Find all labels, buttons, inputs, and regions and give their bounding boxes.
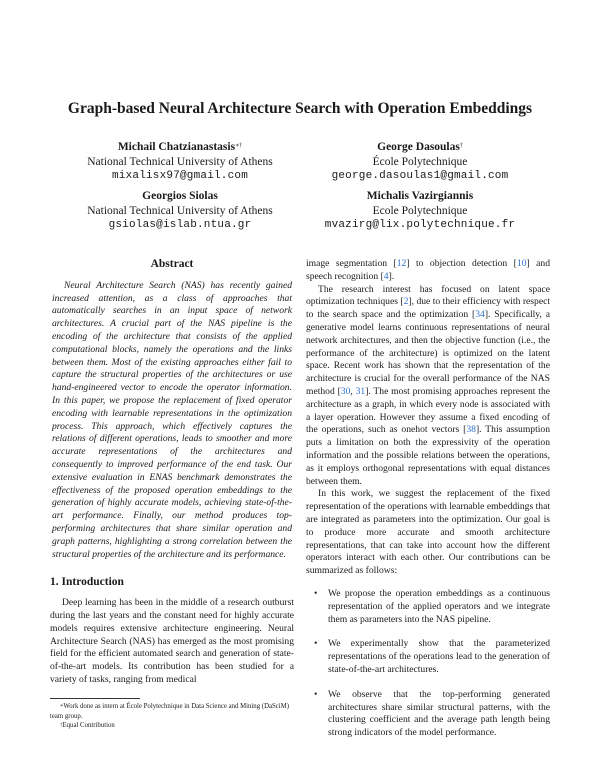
text-run: ] and speech recognition [	[306, 258, 550, 282]
author-block-3	[60, 189, 300, 233]
text-run: ,	[350, 385, 356, 397]
author-block-1	[60, 140, 300, 184]
footnote-divider	[50, 698, 140, 699]
author-affiliation: Ecole Polytechnique	[372, 204, 468, 217]
author-mark: ∗†	[235, 143, 243, 149]
abstract-text: Neural Architecture Search (NAS) has recently gained increased attention, as a class of approaches that automatically searches in an input space of network architectures. A crucial part of the NAS pipeline is the encoding of the architecture that consists of the applied computational blocks, namely the operations and the links between them. Most of the existing approaches either fail to capture the structural properties of the architectures or use hand-engineered vector to encode the operator information. In this paper, we propose the replacement of fixed operator encoding with learnable representations in the optimization process. This approach, which effectively captures the relations of different operations, leads to smoother and more accurate representations of the architectures and consequently to improved performance of the end task. Our extensive evaluation in ENAS benchmark demonstrates the effectiveness of the proposed operation embeddings to the generation of highly accurate models, achieving state-of-the-art performance. Finally, our method produces top-performing architectures that share similar operation and graph patterns, highlighting a strong correlation between the structural properties of the architecture and its performance.	[52, 279, 292, 560]
author-email: mixalisx97@gmail.com	[111, 170, 249, 182]
footnote-text: Equal Contribution	[62, 722, 115, 729]
author-affiliation: National Technical University of Athens	[87, 204, 273, 217]
intro-paragraph-continued	[306, 258, 550, 284]
footnote-2	[50, 721, 294, 731]
citation-link[interactable]: 10	[516, 258, 527, 269]
author-affiliation: National Technical University of Athens	[87, 155, 273, 168]
citation-link[interactable]: 12	[396, 258, 407, 269]
citation-link[interactable]: 2	[403, 296, 409, 308]
author-name: Georgios Siolas	[142, 190, 218, 202]
contribution-list	[306, 588, 550, 740]
left-column	[50, 258, 294, 687]
this-work-paragraph: In this work, we suggest the replacement of the fixed representation of the operations with learnable embeddings that are integrated as parameters into the optimization. Our goal is to produce more accurate and smooth architecture representations, that can take into account how the different operators interact with each other. Our contributions can be summarized as follows:	[306, 488, 550, 577]
footnote-1	[50, 702, 294, 721]
footnotes	[50, 702, 294, 731]
citation-link[interactable]: 4	[383, 270, 389, 282]
text-run: ] to objection detection [	[406, 258, 517, 269]
list-item-text: We observe that the top-performing generated architectures share similar structural patterns, with the clustering coefficient and the average path length being strong indicators of the model performance.	[328, 688, 550, 739]
citation-link[interactable]: 30	[340, 385, 351, 397]
citation-link[interactable]: 34	[475, 309, 485, 321]
list-item	[306, 588, 550, 626]
paper-title: Graph-based Neural Architecture Search with Operation Embeddings	[67, 100, 533, 117]
footnote-text: Work done as intern at École Polytechnique in Data Science and Mining (DaSciM) team group.	[50, 703, 289, 720]
intro-paragraph: Deep learning has been in the middle of a research outburst during the last years and the constant need for highly accurate models requires extensive architecture engineering. Neural Architecture Search (NAS) has emerged as the most promising field for the efficient automated search and generation of state-of-the-art models. Its contribution has been studied for a variety of tasks, ranging from medical	[50, 597, 294, 685]
author-name: Michail Chatzianastasis	[117, 141, 236, 153]
author-name: George Dasoulas	[377, 141, 460, 153]
list-item	[306, 638, 550, 676]
citation-link[interactable]: 31	[355, 385, 366, 397]
bullet-icon: •	[314, 587, 318, 599]
author-block-2	[300, 140, 540, 184]
right-column	[306, 258, 550, 752]
list-item-text: We experimentally show that the parameterized representations of the operations lead to the generation of state-of-the-art architectures.	[328, 638, 550, 675]
author-mark: †	[459, 143, 463, 149]
citation-link[interactable]: 38	[466, 424, 476, 436]
text-run: image segmentation [	[306, 258, 397, 269]
author-block-4	[300, 189, 540, 233]
abstract-heading: Abstract	[150, 258, 194, 270]
text-run: ]. This assumption puts a limitation on both the expressivity of the operation information and the possible relations between the operations, as it employs orthogonal representations with equal distances between them.	[306, 424, 551, 487]
footnote-mark: †	[60, 723, 63, 728]
intro-heading: 1. Introduction	[50, 576, 124, 589]
text-run: ]. Specifically, a generative model learns continuous representations of neural network architectures, and then the objective function (i.e., the performance of the architecture) is optimized on the latent space. Recent work has shown that the representation of the architecture is crucial for the overall performance of the NAS method [	[306, 309, 550, 397]
bullet-icon: •	[314, 638, 318, 650]
author-email: mvazirg@lix.polytechnique.fr	[324, 219, 516, 231]
list-item-text: We propose the operation embeddings as a continuous representation of the applied operators and we integrate them as parameters into the NAS pipeline.	[328, 587, 550, 625]
research-interest-paragraph	[306, 284, 550, 489]
footnote-mark: ∗	[60, 704, 64, 709]
list-item	[306, 689, 550, 740]
text-run: ], due to their efficiency with respect to the search space and the optimization [	[306, 296, 551, 321]
text-run: The research interest has focused on latent space optimization techniques [	[306, 283, 550, 308]
text-run: ].	[388, 270, 395, 282]
text-run: ]. The most promising approaches represent the architecture as a graph, in which every node is associated with a layer operation. However they assume a fixed encoding of the operations, such as onehot vectors [	[306, 385, 551, 436]
bullet-icon: •	[314, 688, 318, 700]
author-affiliation: École Polytechnique	[372, 155, 468, 168]
author-email: gsiolas@islab.ntua.gr	[108, 219, 252, 231]
author-email: george.dasoulas1@gmail.com	[331, 170, 509, 182]
author-name: Michalis Vazirgiannis	[366, 190, 474, 202]
